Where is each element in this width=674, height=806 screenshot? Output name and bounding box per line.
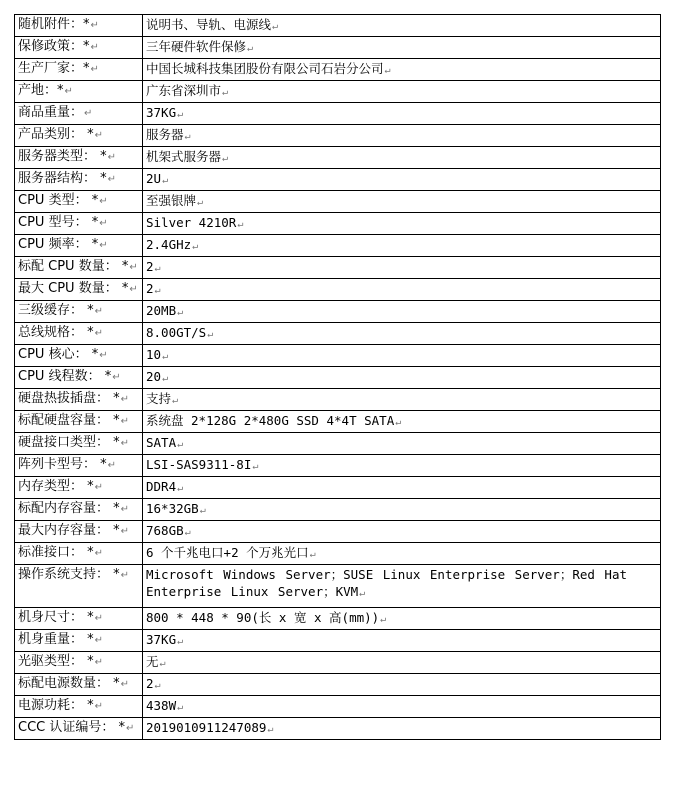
paragraph-mark-icon: ↵ xyxy=(112,372,121,383)
paragraph-mark-icon: ↵ xyxy=(84,108,93,119)
paragraph-mark-icon: ↵ xyxy=(177,483,184,494)
spec-value: 37KG xyxy=(146,105,177,120)
spec-label: 产品类别： * xyxy=(18,127,94,142)
paragraph-mark-icon: ↵ xyxy=(177,636,184,647)
spec-label-cell xyxy=(15,674,143,696)
spec-label-cell xyxy=(15,235,143,257)
paragraph-mark-icon: ↵ xyxy=(177,702,184,713)
spec-value-cell xyxy=(143,15,661,37)
spec-label-cell xyxy=(15,301,143,323)
table-row xyxy=(15,608,661,630)
spec-value-cell xyxy=(143,411,661,433)
paragraph-mark-icon: ↵ xyxy=(184,131,191,142)
spec-value: 2 xyxy=(146,259,154,274)
spec-label-cell xyxy=(15,477,143,499)
paragraph-mark-icon: ↵ xyxy=(172,395,179,406)
paragraph-mark-icon: ↵ xyxy=(154,285,161,296)
spec-label-cell xyxy=(15,543,143,565)
paragraph-mark-icon: ↵ xyxy=(99,218,108,229)
table-row xyxy=(15,37,661,59)
paragraph-mark-icon: ↵ xyxy=(99,350,108,361)
spec-value-cell xyxy=(143,499,661,521)
spec-value-cell xyxy=(143,630,661,652)
spec-value: 至强银牌 xyxy=(146,193,197,208)
spec-value-cell xyxy=(143,37,661,59)
paragraph-mark-icon: ↵ xyxy=(120,504,130,515)
spec-value-cell xyxy=(143,59,661,81)
spec-label: 机身尺寸： * xyxy=(18,610,94,625)
paragraph-mark-icon: ↵ xyxy=(94,657,104,668)
spec-value: 支持 xyxy=(146,391,172,406)
paragraph-mark-icon: ↵ xyxy=(162,175,169,186)
paragraph-mark-icon: ↵ xyxy=(199,505,206,516)
paragraph-mark-icon: ↵ xyxy=(94,613,104,624)
spec-label-cell xyxy=(15,81,143,103)
spec-label: 内存类型： * xyxy=(18,479,94,494)
spec-value-cell xyxy=(143,696,661,718)
spec-label-cell xyxy=(15,455,143,477)
table-row xyxy=(15,15,661,37)
table-row xyxy=(15,367,661,389)
paragraph-mark-icon: ↵ xyxy=(177,109,184,120)
spec-value: 2019010911247089 xyxy=(146,720,267,735)
spec-value-cell xyxy=(143,389,661,411)
paragraph-mark-icon: ↵ xyxy=(94,306,104,317)
paragraph-mark-icon: ↵ xyxy=(120,570,130,581)
spec-value: 10 xyxy=(146,347,162,362)
paragraph-mark-icon: ↵ xyxy=(94,130,104,141)
spec-label-cell xyxy=(15,608,143,630)
paragraph-mark-icon: ↵ xyxy=(120,394,130,405)
paragraph-mark-icon: ↵ xyxy=(192,241,199,252)
spec-label: 生产厂家：* xyxy=(18,61,90,76)
spec-label-cell xyxy=(15,499,143,521)
spec-value: 服务器 xyxy=(146,127,184,142)
paragraph-mark-icon: ↵ xyxy=(99,240,108,251)
spec-label-cell xyxy=(15,169,143,191)
spec-label: 硬盘接口类型： * xyxy=(18,435,120,450)
paragraph-mark-icon: ↵ xyxy=(120,438,130,449)
table-row xyxy=(15,389,661,411)
spec-value-cell xyxy=(143,718,661,740)
spec-value: 8.00GT/S xyxy=(146,325,207,340)
paragraph-mark-icon: ↵ xyxy=(395,417,402,428)
paragraph-mark-icon: ↵ xyxy=(94,548,104,559)
spec-label: 最大内存容量： * xyxy=(18,523,120,538)
spec-value-cell xyxy=(143,147,661,169)
spec-label-cell xyxy=(15,323,143,345)
spec-value-cell xyxy=(143,191,661,213)
spec-value-cell xyxy=(143,433,661,455)
spec-value: 20 xyxy=(146,369,162,384)
paragraph-mark-icon: ↵ xyxy=(247,43,254,54)
table-row xyxy=(15,411,661,433)
paragraph-mark-icon: ↵ xyxy=(272,21,279,32)
table-row xyxy=(15,652,661,674)
table-row xyxy=(15,301,661,323)
spec-value: 800 * 448 * 90(长 x 宽 x 高(mm)) xyxy=(146,610,380,625)
spec-label: 电源功耗： * xyxy=(18,698,94,713)
spec-value: 中国长城科技集团股份有限公司石岩分公司 xyxy=(146,61,384,76)
spec-value-cell xyxy=(143,235,661,257)
paragraph-mark-icon: ↵ xyxy=(252,461,259,472)
spec-value: 三年硬件软件保修 xyxy=(146,39,247,54)
spec-label: 最大 CPU 数量： * xyxy=(18,281,129,296)
spec-value: 无 xyxy=(146,654,159,669)
spec-value: 2 xyxy=(146,676,154,691)
spec-label: CPU 类型： * xyxy=(18,193,99,208)
spec-value-cell xyxy=(143,103,661,125)
spec-label-cell xyxy=(15,696,143,718)
spec-value-cell xyxy=(143,608,661,630)
paragraph-mark-icon: ↵ xyxy=(197,197,204,208)
spec-value-cell xyxy=(143,455,661,477)
spec-value: 广东省深圳市 xyxy=(146,83,222,98)
table-row xyxy=(15,630,661,652)
spec-label-cell xyxy=(15,15,143,37)
spec-value-cell xyxy=(143,674,661,696)
spec-label: 硬盘热拔插盘： * xyxy=(18,391,120,406)
table-row xyxy=(15,59,661,81)
spec-label: CCC 认证编号： * xyxy=(18,720,125,735)
spec-value-cell xyxy=(143,565,661,608)
spec-label-cell xyxy=(15,521,143,543)
paragraph-mark-icon: ↵ xyxy=(267,724,274,735)
spec-label-cell xyxy=(15,652,143,674)
spec-label: 机身重量： * xyxy=(18,632,94,647)
paragraph-mark-icon: ↵ xyxy=(90,42,99,53)
paragraph-mark-icon: ↵ xyxy=(129,262,138,273)
spec-value-cell xyxy=(143,652,661,674)
spec-label: 标配 CPU 数量： * xyxy=(18,259,129,274)
spec-label: 产地：* xyxy=(18,83,64,98)
spec-value: 6 个千兆电口+2 个万兆光口 xyxy=(146,545,309,560)
spec-value-cell xyxy=(143,301,661,323)
table-row xyxy=(15,565,661,608)
spec-label: CPU 线程数： * xyxy=(18,369,112,384)
spec-value-cell xyxy=(143,169,661,191)
spec-value: 438W xyxy=(146,698,177,713)
paragraph-mark-icon: ↵ xyxy=(162,373,169,384)
spec-value: 2U xyxy=(146,171,162,186)
table-row xyxy=(15,543,661,565)
spec-label: 总线规格： * xyxy=(18,325,94,340)
table-row xyxy=(15,455,661,477)
paragraph-mark-icon: ↵ xyxy=(207,329,214,340)
table-row xyxy=(15,213,661,235)
spec-table xyxy=(14,14,661,740)
paragraph-mark-icon: ↵ xyxy=(222,153,229,164)
paragraph-mark-icon: ↵ xyxy=(94,635,104,646)
spec-value: 机架式服务器 xyxy=(146,149,222,164)
table-row xyxy=(15,718,661,740)
spec-label: 标配电源数量： * xyxy=(18,676,120,691)
spec-label: 服务器类型： * xyxy=(18,149,107,164)
spec-value: 2 xyxy=(146,281,154,296)
spec-label: 光驱类型： * xyxy=(18,654,94,669)
paragraph-mark-icon: ↵ xyxy=(99,196,108,207)
spec-value: LSI-SAS9311-8I xyxy=(146,457,252,472)
paragraph-mark-icon: ↵ xyxy=(94,328,104,339)
spec-table-body xyxy=(15,15,661,740)
spec-value-cell xyxy=(143,213,661,235)
spec-value-cell xyxy=(143,367,661,389)
paragraph-mark-icon: ↵ xyxy=(94,482,104,493)
paragraph-mark-icon: ↵ xyxy=(107,174,117,185)
spec-label-cell xyxy=(15,345,143,367)
spec-value: 20MB xyxy=(146,303,177,318)
table-row xyxy=(15,125,661,147)
spec-value-cell xyxy=(143,125,661,147)
table-row xyxy=(15,169,661,191)
table-row xyxy=(15,191,661,213)
paragraph-mark-icon: ↵ xyxy=(129,284,138,295)
paragraph-mark-icon: ↵ xyxy=(177,307,184,318)
spec-label-cell xyxy=(15,433,143,455)
spec-label: CPU 核心： * xyxy=(18,347,99,362)
spec-label-cell xyxy=(15,103,143,125)
spec-value-cell xyxy=(143,345,661,367)
paragraph-mark-icon: ↵ xyxy=(90,64,99,75)
table-row xyxy=(15,323,661,345)
paragraph-mark-icon: ↵ xyxy=(120,416,130,427)
spec-label-cell xyxy=(15,279,143,301)
paragraph-mark-icon: ↵ xyxy=(237,219,244,230)
table-row xyxy=(15,433,661,455)
spec-label-cell xyxy=(15,191,143,213)
table-row xyxy=(15,696,661,718)
paragraph-mark-icon: ↵ xyxy=(384,65,391,76)
spec-value-cell xyxy=(143,81,661,103)
paragraph-mark-icon: ↵ xyxy=(162,351,169,362)
spec-label: 标配硬盘容量： * xyxy=(18,413,120,428)
spec-label: 三级缓存： * xyxy=(18,303,94,318)
spec-label-cell xyxy=(15,59,143,81)
table-row xyxy=(15,147,661,169)
spec-value: 16*32GB xyxy=(146,501,199,516)
spec-value-cell xyxy=(143,323,661,345)
spec-label-cell xyxy=(15,37,143,59)
spec-label: 商品重量： xyxy=(18,105,84,120)
spec-label-cell xyxy=(15,257,143,279)
spec-label: CPU 频率： * xyxy=(18,237,99,252)
paragraph-mark-icon: ↵ xyxy=(126,723,135,734)
paragraph-mark-icon: ↵ xyxy=(309,549,316,560)
spec-label-cell xyxy=(15,411,143,433)
spec-value: 768GB xyxy=(146,523,184,538)
spec-value-cell xyxy=(143,521,661,543)
paragraph-mark-icon: ↵ xyxy=(359,588,366,599)
spec-label-cell xyxy=(15,389,143,411)
spec-value: 说明书、导轨、电源线 xyxy=(146,17,272,32)
spec-value-cell xyxy=(143,257,661,279)
spec-value: SATA xyxy=(146,435,177,450)
paragraph-mark-icon: ↵ xyxy=(177,439,184,450)
paragraph-mark-icon: ↵ xyxy=(64,86,73,97)
spec-label-cell xyxy=(15,213,143,235)
paragraph-mark-icon: ↵ xyxy=(184,527,191,538)
spec-label-cell xyxy=(15,630,143,652)
table-row xyxy=(15,279,661,301)
spec-label-cell xyxy=(15,367,143,389)
paragraph-mark-icon: ↵ xyxy=(120,679,130,690)
spec-label-cell xyxy=(15,718,143,740)
spec-value-cell xyxy=(143,477,661,499)
table-row xyxy=(15,477,661,499)
table-row xyxy=(15,235,661,257)
spec-label: 操作系统支持： * xyxy=(18,567,120,582)
paragraph-mark-icon: ↵ xyxy=(90,20,99,31)
paragraph-mark-icon: ↵ xyxy=(120,526,130,537)
spec-label: 标配内存容量： * xyxy=(18,501,120,516)
table-row xyxy=(15,257,661,279)
spec-label: 阵列卡型号： * xyxy=(18,457,107,472)
table-row xyxy=(15,345,661,367)
spec-value: 2.4GHz xyxy=(146,237,192,252)
table-row xyxy=(15,103,661,125)
spec-value: Silver 4210R xyxy=(146,215,237,230)
spec-value: 37KG xyxy=(146,632,177,647)
spec-value-cell xyxy=(143,543,661,565)
paragraph-mark-icon: ↵ xyxy=(94,701,104,712)
paragraph-mark-icon: ↵ xyxy=(380,614,387,625)
paragraph-mark-icon: ↵ xyxy=(154,680,161,691)
spec-label-cell xyxy=(15,125,143,147)
spec-label: 标准接口： * xyxy=(18,545,94,560)
paragraph-mark-icon: ↵ xyxy=(222,87,229,98)
table-row xyxy=(15,81,661,103)
table-row xyxy=(15,674,661,696)
paragraph-mark-icon: ↵ xyxy=(107,152,117,163)
spec-label: 随机附件：* xyxy=(18,17,90,32)
spec-label: 保修政策：* xyxy=(18,39,90,54)
spec-label: 服务器结构： * xyxy=(18,171,107,186)
paragraph-mark-icon: ↵ xyxy=(159,658,166,669)
spec-label: CPU 型号： * xyxy=(18,215,99,230)
spec-value: 系统盘 2*128G 2*480G SSD 4*4T SATA xyxy=(146,413,395,428)
spec-label-cell xyxy=(15,147,143,169)
spec-value: DDR4 xyxy=(146,479,177,494)
table-row xyxy=(15,521,661,543)
spec-value: Microsoft Windows Server；SUSE Linux Enterprise Server；Red Hat Enterprise Linux Server；KVM xyxy=(146,567,628,599)
spec-value-cell xyxy=(143,279,661,301)
paragraph-mark-icon: ↵ xyxy=(154,263,161,274)
paragraph-mark-icon: ↵ xyxy=(107,460,117,471)
spec-label-cell xyxy=(15,565,143,608)
table-row xyxy=(15,499,661,521)
